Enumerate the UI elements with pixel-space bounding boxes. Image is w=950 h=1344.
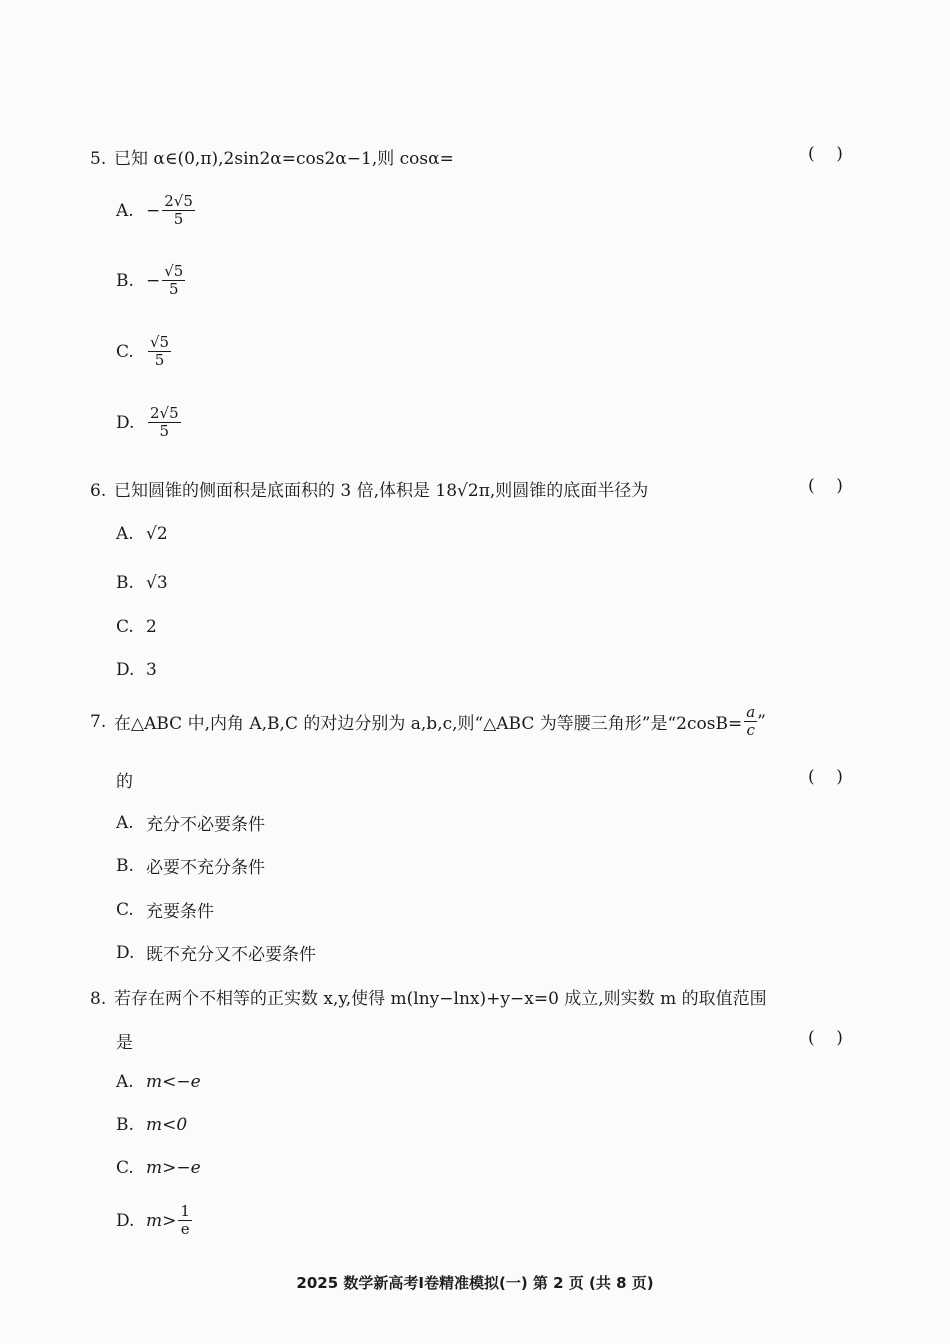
option-label: D. xyxy=(116,1210,135,1231)
fraction-denominator: e xyxy=(180,1220,190,1239)
question-8-stem-line2: 是 xyxy=(116,1033,133,1053)
option-label: A. xyxy=(116,812,134,833)
fraction-numerator: √5 xyxy=(150,333,170,351)
option-a xyxy=(116,1072,201,1092)
fraction-numerator: 2√5 xyxy=(150,404,179,422)
option-label: D. xyxy=(116,660,135,680)
option-b xyxy=(116,853,265,878)
question-7-stem xyxy=(90,704,766,740)
option-label: C. xyxy=(116,1158,134,1178)
question-text: 已知圆锥的侧面积是底面积的 3 倍,体积是 18√2π,则圆锥的底面半径为 xyxy=(114,481,649,501)
option-label: B. xyxy=(116,1115,134,1135)
option-d xyxy=(116,405,181,441)
page-footer: 2025 数学新高考Ⅰ卷精准模拟(一) 第 2 页 (共 8 页) xyxy=(296,1274,654,1292)
fraction-numerator: √5 xyxy=(164,262,184,280)
fraction-numerator: 2√5 xyxy=(164,192,193,210)
option-fraction xyxy=(162,193,195,229)
option-label: D. xyxy=(116,942,135,963)
option-b xyxy=(116,573,168,593)
fraction-denominator: 5 xyxy=(154,351,165,370)
option-fraction xyxy=(148,405,181,441)
question-text: 若存在两个不相等的正实数 x,y,使得 m(lny−lnx)+y−x=0 成立,则实数 m 的取值范围 xyxy=(114,989,767,1009)
option-label: A. xyxy=(116,1072,134,1092)
option-a xyxy=(116,810,265,835)
option-label: B. xyxy=(116,855,134,876)
option-text: √2 xyxy=(146,524,168,544)
option-sign: − xyxy=(146,270,161,291)
fraction-denominator: 5 xyxy=(169,280,179,299)
option-label: A. xyxy=(116,200,134,221)
option-a xyxy=(116,524,168,544)
option-text: 2 xyxy=(146,617,157,637)
question-number: 8. xyxy=(90,989,107,1009)
answer-parentheses: ( ) xyxy=(808,1028,843,1048)
fraction-numerator: a xyxy=(746,703,756,721)
option-d xyxy=(116,660,157,680)
option-c xyxy=(116,897,214,922)
option-c xyxy=(116,617,157,637)
option-a xyxy=(116,193,195,229)
fraction-numerator: 1 xyxy=(180,1202,190,1220)
stem-fraction xyxy=(744,704,757,740)
option-c xyxy=(116,1158,201,1178)
option-label: C. xyxy=(116,899,134,920)
option-label: C. xyxy=(116,617,134,637)
fraction-denominator: c xyxy=(746,721,755,740)
option-b xyxy=(116,263,185,299)
option-text: 3 xyxy=(146,660,157,680)
answer-parentheses: ( ) xyxy=(808,144,843,164)
question-text: 已知 α∈(0,π),2sin2α=cos2α−1,则 cosα= xyxy=(114,149,454,169)
question-6-stem xyxy=(90,476,648,501)
option-d xyxy=(116,940,316,965)
question-text: 在△ABC 中,内角 A,B,C 的对边分别为 a,b,c,则“△ABC 为等腰三角形”是“2cosB= xyxy=(114,714,743,735)
question-8-stem xyxy=(90,984,767,1009)
option-c xyxy=(116,334,171,370)
question-5-stem xyxy=(90,144,454,169)
answer-parentheses: ( ) xyxy=(808,767,843,787)
option-text: 充要条件 xyxy=(146,902,214,922)
option-d xyxy=(116,1203,192,1239)
option-fraction xyxy=(178,1203,192,1239)
option-sign: − xyxy=(146,200,161,221)
fraction-denominator: 5 xyxy=(173,210,184,229)
option-label: A. xyxy=(116,524,134,544)
option-text: m>−e xyxy=(146,1158,201,1178)
fraction-denominator: 5 xyxy=(159,422,170,441)
option-text: m> xyxy=(146,1210,177,1231)
option-label: B. xyxy=(116,573,134,593)
option-b xyxy=(116,1115,187,1135)
option-label: C. xyxy=(116,341,134,362)
option-fraction xyxy=(162,263,185,299)
question-number: 7. xyxy=(90,711,107,732)
option-label: D. xyxy=(116,412,135,433)
option-text: 必要不充分条件 xyxy=(146,858,265,878)
option-text: m<0 xyxy=(146,1115,188,1135)
option-label: B. xyxy=(116,270,134,291)
option-text: m<−e xyxy=(146,1072,201,1092)
question-number: 5. xyxy=(90,149,107,169)
option-text: √3 xyxy=(146,573,168,593)
answer-parentheses: ( ) xyxy=(808,476,843,496)
question-number: 6. xyxy=(90,481,107,501)
question-text-end: ” xyxy=(757,711,766,732)
option-fraction xyxy=(148,334,171,370)
option-text: 充分不必要条件 xyxy=(146,815,265,835)
question-7-stem-line2: 的 xyxy=(116,772,133,792)
option-text: 既不充分又不必要条件 xyxy=(146,945,316,965)
